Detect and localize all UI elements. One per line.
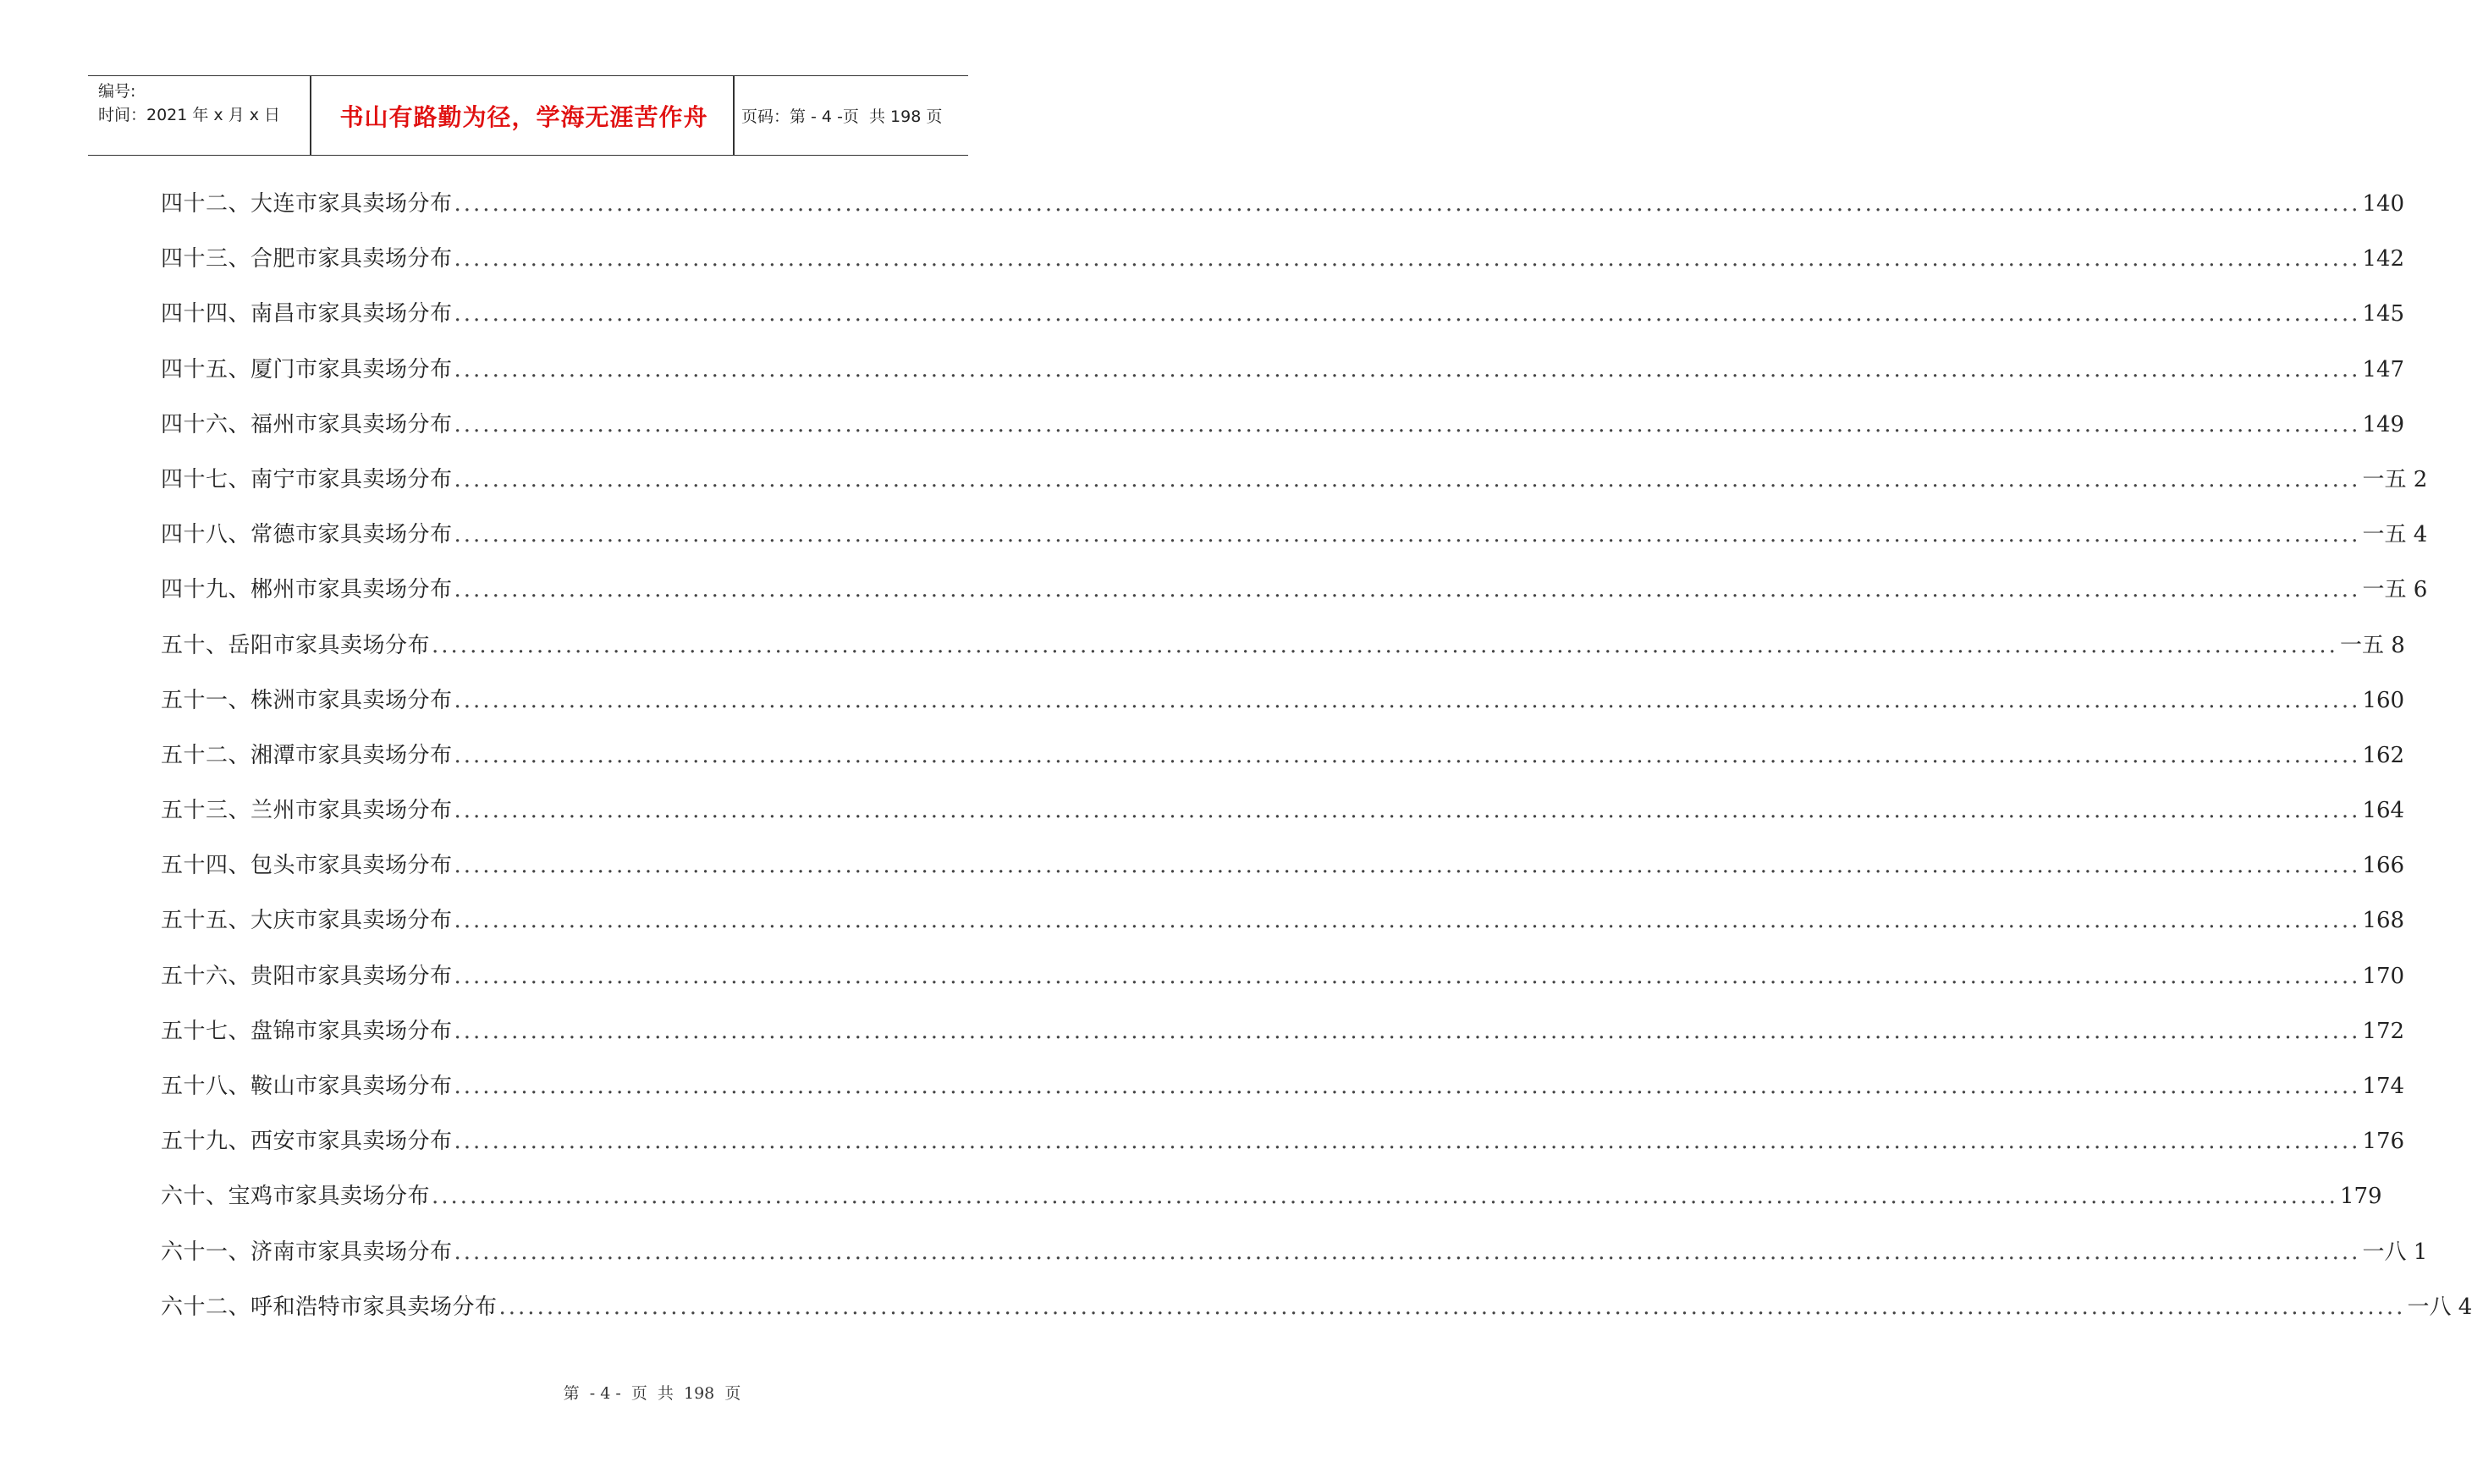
toc-entry[interactable]: [161, 1014, 2405, 1069]
toc-dot-leader: ........................................................................................................................................................................................................: [432, 1184, 2338, 1210]
toc-entry[interactable]: [161, 297, 2405, 352]
toc-entry-title: 四十六、福州市家具卖场分布: [161, 411, 453, 437]
toc-entry-title: 四十九、郴州市家具卖场分布: [161, 577, 453, 603]
toc-entry-title: 五十三、兰州市家具卖场分布: [161, 798, 453, 824]
toc-entry-page: 一五 6: [2362, 577, 2428, 603]
toc-dot-leader: ........................................................................................................................................................................................................: [454, 246, 2361, 272]
toc-entry-page: 一五 8: [2339, 632, 2405, 658]
time-label: 时间：2021 年 x 月 x 日: [98, 106, 281, 124]
toc-dot-leader: ........................................................................................................................................................................................................: [498, 1294, 2406, 1320]
page-header: [88, 75, 968, 156]
toc-entry-title: 四十四、南昌市家具卖场分布: [161, 301, 453, 327]
toc-entry-title: 五十七、盘锦市家具卖场分布: [161, 1018, 453, 1044]
toc-entry[interactable]: [161, 904, 2405, 959]
serial-label: 编号:: [98, 82, 136, 101]
toc-entry-title: 四十五、厦门市家具卖场分布: [161, 356, 453, 382]
header-divider: [310, 76, 311, 155]
toc-entry-page: 一五 4: [2362, 522, 2428, 548]
toc-dot-leader: ........................................................................................................................................................................................................: [454, 687, 2361, 713]
toc-dot-leader: ........................................................................................................................................................................................................: [454, 853, 2361, 879]
header-meta: [98, 80, 280, 127]
toc-entry-page: 140: [2362, 191, 2405, 217]
toc-entry-page: 147: [2362, 356, 2405, 382]
toc-dot-leader: ........................................................................................................................................................................................................: [454, 191, 2361, 217]
toc-entry[interactable]: [161, 518, 2428, 573]
toc-entry[interactable]: [161, 629, 2405, 684]
toc-entry-page: 149: [2362, 411, 2405, 437]
toc-entry-page: 170: [2362, 963, 2405, 989]
toc-entry-page: 142: [2362, 246, 2405, 272]
toc-dot-leader: ........................................................................................................................................................................................................: [454, 411, 2361, 437]
toc-entry-page: 176: [2362, 1129, 2405, 1155]
toc-dot-leader: ........................................................................................................................................................................................................: [454, 577, 2361, 603]
header-page-code: 页码：第 - 4 -页 共 198 页: [741, 107, 943, 126]
toc-entry[interactable]: [161, 1124, 2405, 1179]
toc-entry[interactable]: [161, 408, 2405, 463]
toc-entry[interactable]: [161, 1290, 2472, 1345]
toc-entry-page: 174: [2362, 1074, 2405, 1099]
toc-entry-title: 五十五、大庆市家具卖场分布: [161, 908, 453, 934]
toc-entry[interactable]: [161, 959, 2405, 1014]
toc-entry-title: 六十二、呼和浩特市家具卖场分布: [161, 1294, 498, 1320]
toc-entry-title: 五十、岳阳市家具卖场分布: [161, 632, 431, 658]
toc-entry-page: 一八 4: [2407, 1294, 2472, 1320]
toc-dot-leader: ........................................................................................................................................................................................................: [454, 963, 2361, 989]
table-of-contents: [161, 187, 2472, 1345]
toc-entry-title: 四十八、常德市家具卖场分布: [161, 522, 453, 548]
toc-dot-leader: ........................................................................................................................................................................................................: [454, 301, 2361, 327]
toc-entry-title: 五十一、株洲市家具卖场分布: [161, 687, 453, 713]
toc-dot-leader: ........................................................................................................................................................................................................: [454, 1239, 2361, 1265]
toc-entry-title: 五十六、贵阳市家具卖场分布: [161, 963, 453, 989]
toc-entry[interactable]: [161, 684, 2405, 739]
toc-entry[interactable]: [161, 353, 2405, 408]
toc-entry[interactable]: [161, 794, 2405, 849]
toc-entry-page: 172: [2362, 1018, 2405, 1044]
toc-entry[interactable]: [161, 1235, 2428, 1290]
toc-dot-leader: ........................................................................................................................................................................................................: [432, 632, 2338, 658]
header-divider: [733, 76, 735, 155]
toc-entry-page: 一五 2: [2362, 466, 2428, 492]
toc-entry-title: 五十九、西安市家具卖场分布: [161, 1129, 453, 1155]
toc-dot-leader: ........................................................................................................................................................................................................: [454, 798, 2361, 824]
toc-dot-leader: ........................................................................................................................................................................................................: [454, 1018, 2361, 1044]
toc-dot-leader: ........................................................................................................................................................................................................: [454, 908, 2361, 934]
toc-entry-page: 179: [2339, 1184, 2382, 1210]
toc-entry-page: 160: [2362, 687, 2405, 713]
toc-entry-title: 五十四、包头市家具卖场分布: [161, 853, 453, 879]
toc-entry-page: 166: [2362, 853, 2405, 879]
toc-entry[interactable]: [161, 463, 2428, 518]
toc-entry-page: 一八 1: [2362, 1239, 2428, 1265]
toc-entry-title: 四十二、大连市家具卖场分布: [161, 191, 453, 217]
toc-entry[interactable]: [161, 739, 2405, 794]
toc-entry[interactable]: [161, 573, 2428, 628]
toc-entry-title: 六十、宝鸡市家具卖场分布: [161, 1184, 431, 1210]
header-motto: 书山有路勤为径，学海无涯苦作舟: [339, 102, 708, 131]
toc-entry-page: 162: [2362, 742, 2405, 768]
toc-dot-leader: ........................................................................................................................................................................................................: [454, 1129, 2361, 1155]
toc-entry[interactable]: [161, 849, 2405, 904]
toc-entry-title: 四十七、南宁市家具卖场分布: [161, 466, 453, 492]
toc-entry-title: 五十八、鞍山市家具卖场分布: [161, 1074, 453, 1099]
toc-dot-leader: ........................................................................................................................................................................................................: [454, 522, 2361, 548]
toc-dot-leader: ........................................................................................................................................................................................................: [454, 1074, 2361, 1099]
toc-entry[interactable]: [161, 187, 2405, 242]
toc-dot-leader: ........................................................................................................................................................................................................: [454, 466, 2361, 492]
toc-entry-title: 四十三、合肥市家具卖场分布: [161, 246, 453, 272]
page-footer: 第 - 4 - 页 共 198 页: [563, 1384, 741, 1403]
toc-entry[interactable]: [161, 1069, 2405, 1124]
toc-entry-page: 168: [2362, 908, 2405, 934]
toc-entry-page: 145: [2362, 301, 2405, 327]
toc-entry-page: 164: [2362, 798, 2405, 824]
toc-entry-title: 五十二、湘潭市家具卖场分布: [161, 742, 453, 768]
toc-entry[interactable]: [161, 242, 2405, 297]
toc-entry-title: 六十一、济南市家具卖场分布: [161, 1239, 453, 1265]
toc-dot-leader: ........................................................................................................................................................................................................: [454, 742, 2361, 768]
toc-dot-leader: ........................................................................................................................................................................................................: [454, 356, 2361, 382]
toc-entry[interactable]: [161, 1179, 2382, 1234]
